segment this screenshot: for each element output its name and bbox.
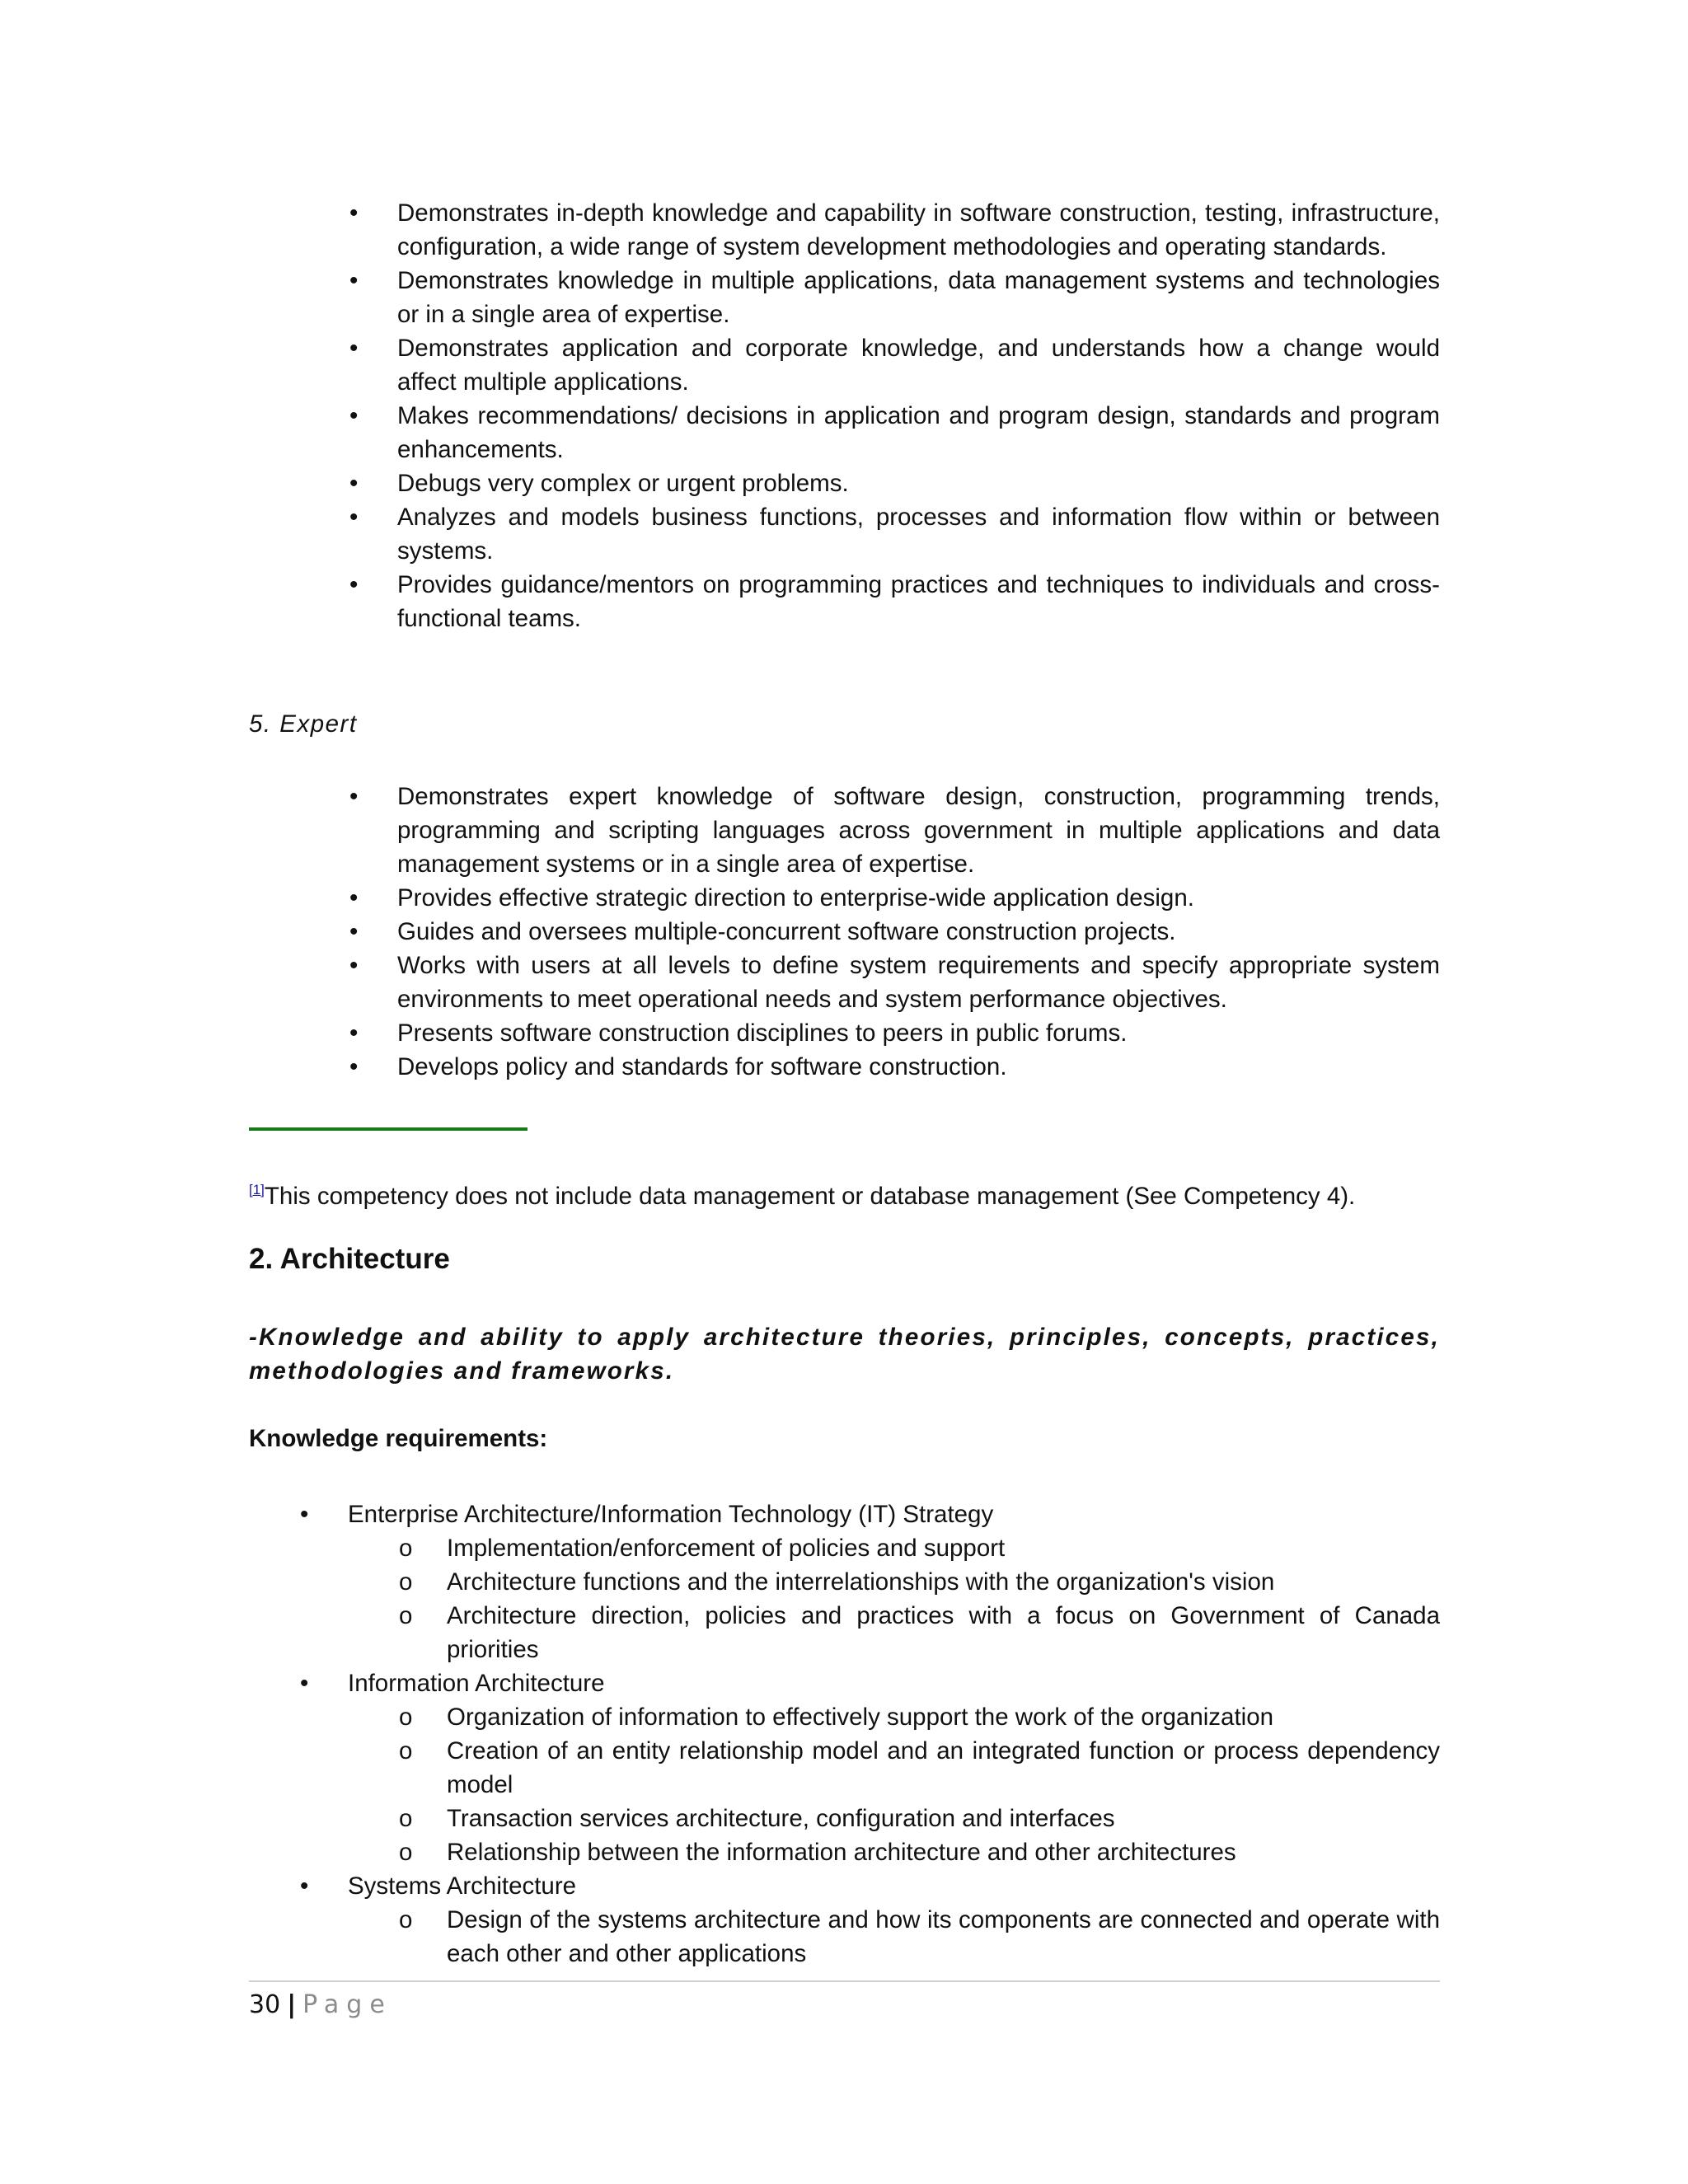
list-item: • Develops policy and standards for software construction. (249, 1050, 1440, 1084)
circle-bullet-icon: o (399, 1839, 413, 1866)
knowledge-list (249, 1497, 1440, 1971)
bullet-icon: • (349, 952, 359, 979)
circle-bullet-icon: o (399, 1535, 413, 1562)
list-item: • Makes recommendations/ decisions in application and program design, standards and program enhancements. (249, 399, 1440, 466)
footnote-divider (249, 1127, 528, 1131)
page-footer (249, 1989, 392, 2022)
footer-divider (249, 1980, 1440, 1982)
sub-list-item: o Implementation/enforcement of policies and support (348, 1531, 1440, 1565)
sub-list-item: o Architecture direction, policies and practices with a focus on Government of Canada priorities (348, 1599, 1440, 1666)
bullet-icon: • (349, 783, 359, 810)
expert-bullet-list (249, 780, 1440, 1084)
page-number: 30 (249, 1990, 281, 2019)
bullet-icon: • (349, 267, 359, 294)
sub-list-item: o Transaction services architecture, configuration and interfaces (348, 1802, 1440, 1835)
sub-list (348, 1700, 1440, 1869)
sub-list (348, 1531, 1440, 1666)
knowledge-requirements-label: Knowledge requirements: (249, 1425, 548, 1452)
list-item: • Demonstrates application and corporate knowledge, and understands how a change would affect multiple applications. (249, 331, 1440, 399)
bullet-icon: • (349, 918, 359, 945)
bullet-icon: • (349, 470, 359, 497)
bullet-icon: • (349, 402, 359, 429)
top-bullet-list (249, 196, 1440, 635)
list-item: • Enterprise Architecture/Information Technology (IT) Strategy o Implementation/enforcement of policies and support o Architecture functions and the interrelationships with the organization's vision o Architecture direction, policies and practices with a focus on Government of Canada priorities (249, 1497, 1440, 1666)
list-item: • Systems Architecture o Design of the systems architecture and how its components are connected and operate with each other and other applications (249, 1869, 1440, 1971)
section-title: 2. Architecture (249, 1243, 450, 1275)
list-item: • Provides guidance/mentors on programming practices and techniques to individuals and cross-functional teams. (249, 568, 1440, 635)
list-item: • Debugs very complex or urgent problems. (249, 466, 1440, 500)
sub-list-item: o Creation of an entity relationship model and an integrated function or process dependency model (348, 1734, 1440, 1802)
bullet-icon: • (300, 1501, 309, 1528)
page-label: Page (302, 1990, 392, 2019)
bullet-icon: • (349, 335, 359, 362)
bullet-icon: • (349, 1019, 359, 1047)
list-item: • Guides and oversees multiple-concurrent software construction projects. (249, 915, 1440, 949)
footer-separator: | (287, 1990, 297, 2019)
list-item: • Demonstrates in-depth knowledge and capability in software construction, testing, infrastructure, configuration, a wide range of system development methodologies and operating standards. (249, 196, 1440, 264)
sub-list-item: o Relationship between the information architecture and other architectures (348, 1835, 1440, 1869)
circle-bullet-icon: o (399, 1704, 413, 1731)
list-item: • Presents software construction disciplines to peers in public forums. (249, 1016, 1440, 1050)
bullet-icon: • (300, 1872, 309, 1900)
top-bullet-list-block (249, 196, 1440, 635)
bullet-icon: • (300, 1670, 309, 1697)
bullet-icon: • (349, 199, 359, 227)
list-item: • Demonstrates knowledge in multiple applications, data management systems and technologies or in a single area of expertise. (249, 264, 1440, 331)
sub-list-item: o Design of the systems architecture and how its components are connected and operate with each other and other applications (348, 1903, 1440, 1971)
list-item: • Demonstrates expert knowledge of software design, construction, programming trends, programming and scripting languages across government in multiple applications and data management systems or in a single area of expertise. (249, 780, 1440, 881)
circle-bullet-icon: o (399, 1737, 413, 1765)
circle-bullet-icon: o (399, 1602, 413, 1629)
bullet-icon: • (349, 571, 359, 598)
circle-bullet-icon: o (399, 1906, 413, 1933)
list-item: • Information Architecture o Organization of information to effectively support the work of the organization o Creation of an entity relationship model and an integrated function or process dependency model o Transaction services architecture, configuration and interfaces o Relationship between the information architecture and other architectures (249, 1666, 1440, 1869)
list-item: • Provides effective strategic direction to enterprise-wide application design. (249, 881, 1440, 915)
bullet-icon: • (349, 1053, 359, 1080)
circle-bullet-icon: o (399, 1805, 413, 1832)
sub-list-item: o Organization of information to effectively support the work of the organization (348, 1700, 1440, 1734)
sub-list-item: o Architecture functions and the interrelationships with the organization's vision (348, 1565, 1440, 1599)
list-item: • Works with users at all levels to define system requirements and specify appropriate system environments to meet operational needs and system performance objectives. (249, 949, 1440, 1016)
expert-bullet-list-block (249, 780, 1440, 1084)
bullet-icon: • (349, 504, 359, 531)
knowledge-list-block (249, 1497, 1440, 1971)
footnote (249, 1174, 1355, 1213)
list-item: • Analyzes and models business functions, processes and information flow within or between systems. (249, 500, 1440, 568)
section-description: -Knowledge and ability to apply architecture theories, principles, concepts, practices, methodologies and frameworks. (249, 1324, 1440, 1385)
level-heading-expert: 5. Expert (249, 710, 358, 738)
circle-bullet-icon: o (399, 1568, 413, 1596)
footnote-text: This competency does not include data management or database management (See Competency 4). (264, 1183, 1356, 1210)
bullet-icon: • (349, 884, 359, 912)
sub-list (348, 1903, 1440, 1971)
footnote-marker-link[interactable]: [1] (249, 1182, 265, 1197)
